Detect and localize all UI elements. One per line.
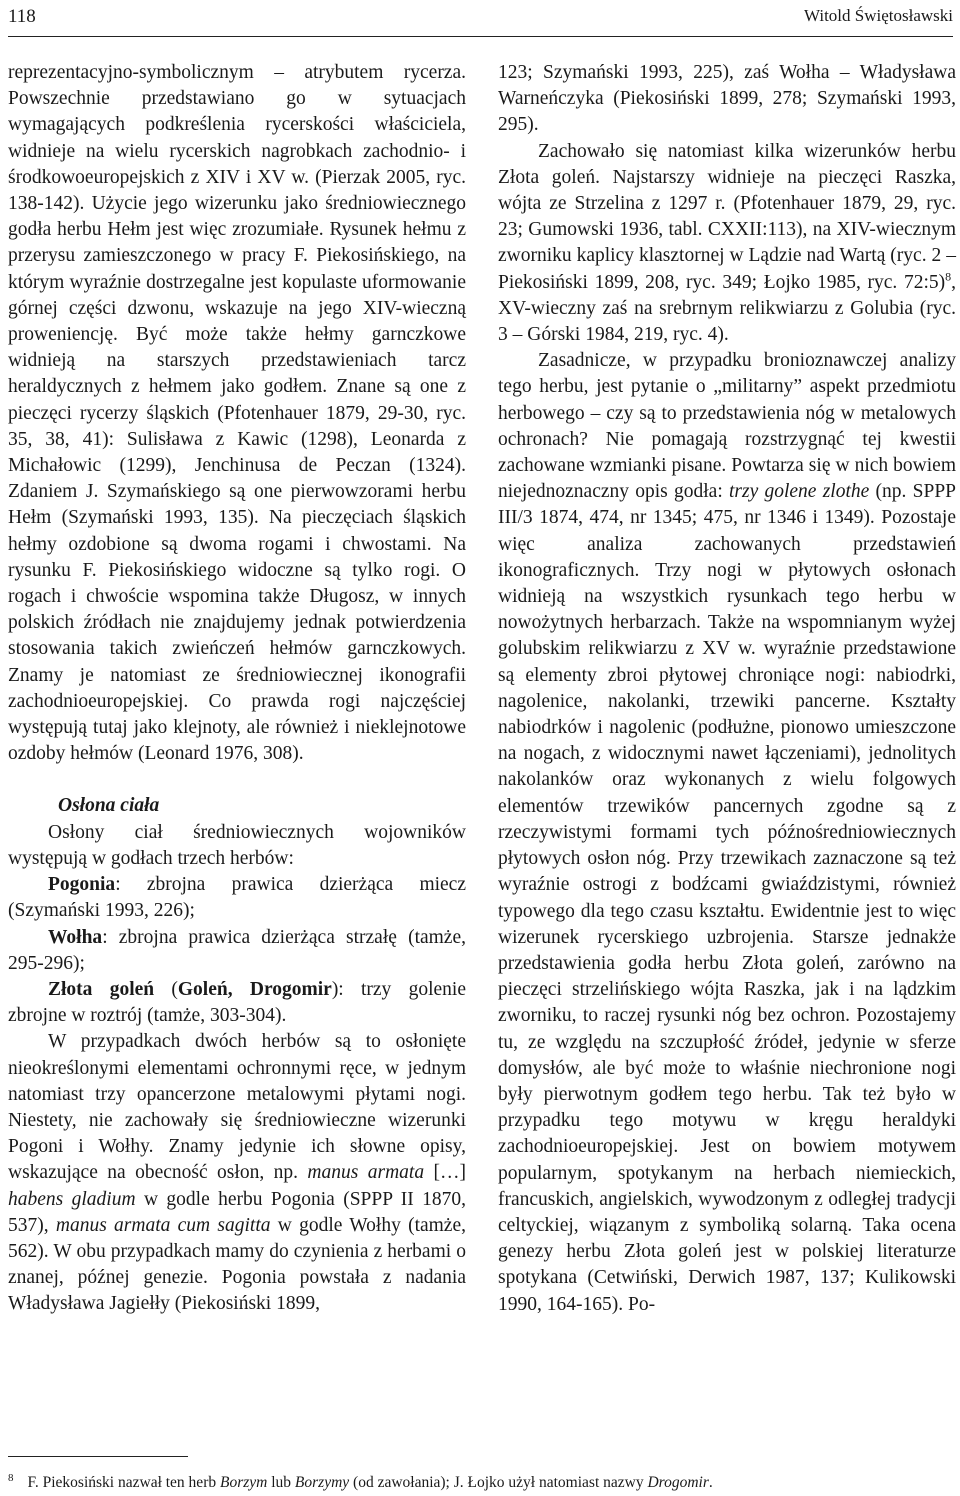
herb-alt-names: Goleń, Drogomir — [177, 978, 332, 1000]
right-paragraph-2 — [498, 139, 956, 349]
footnote-mark: 8 — [8, 1472, 14, 1484]
herb-name: Wołha — [48, 926, 103, 948]
text-span: ( — [154, 978, 178, 1000]
text-span: , XV-wieczny zaś na srebrnym relikwiarzu z Golubia (ryc. 3 – Górski 1984, 219, ryc. 4). — [498, 271, 956, 346]
text-span: w godle herbu Pogonia (SPPP II 1870, 537), — [8, 1188, 467, 1236]
text-span: . — [708, 1474, 713, 1492]
latin-quote: manus armata — [307, 1162, 425, 1184]
page-header — [8, 0, 953, 36]
herb-name: Złota goleń — [48, 978, 155, 1000]
text-span: (od zawołania); J. Łojko użył natomiast nazwy — [349, 1474, 648, 1492]
list-item-zlota-golen — [8, 977, 466, 1029]
herb-description: : zbrojna prawica dzierżąca miecz (Szymański 1993, 226); — [8, 874, 466, 922]
herb-name: Pogonia — [48, 874, 116, 896]
footnote-divider — [8, 1456, 188, 1457]
text-span: F. Piekosiński nazwał ten herb — [27, 1474, 220, 1492]
text-span: (np. SPPP III/3 1874, 474, nr 1345; 475, nr 1346 i 1349). Pozostaje więc analiza zachowanych przedstawień ikonograficznych. Trzy nogi w płytowych osłonach widnieją na wszystkich rysunkach tego herbu w nowożytnych herbarzach. Także na wspomnianym wyżej golubskim relikwiarzu z XV w. wyraźnie przedstawione są elementy zbroi płytowej chroniące nogi: nabiodrki, nagolenice, nakolanki, trzewiki pancerne. Kształty nabiodrków i nagolenic (podłużne, pionowo umieszczone na nogach, z widocznymi nawet łączeniami), jednolitych nakolanków oraz wykonanych z wielu folgowych elementów trzewików pancernych zgodne są z rzeczywistymi formami tych późnośredniowiecznych płytowych osłon nóg. Przy trzewikach zaznaczone są też wyraźnie ostrogi z bodźcami gwiaździstymi, również typowego dla tego czasu kształtu. Ewidentnie jest to więc wizerunek rycerskiego uzbrojenia. Starsze jednakże przedstawienia godła herbu Złota goleń, zarówno na pieczęci strzelińskiego wójta Raszka, jak i na lądzkim zworniku, to raczej rysunki nóg bez ochron. Pozostajemy tu, ze względu na szczupłość źródeł, jedynie w sferze domysłów, ale być może to właśnie niechronione nogi były pierwotnym godłem tego herbu. Tak też było w przypadku tego motywu w kręgu heraldyki zachodnioeuropejskiej. Jest on bowiem motywem popularnym, spotykanym na herbach niemieckich, francuskich, angielskich, wywodzonym z odległej tradycji celtyckiej, wiązanym z symboliką solarną. Taka ocena genezy herbu Złota goleń jest w polskiej literaturze spotykana (Cetwiński, Derwich 1987, 137; Kulikowski 1990, 164-165). Po- — [498, 481, 957, 1315]
section-heading: Osłona ciała — [58, 795, 160, 817]
latin-quote: habens gladium — [8, 1188, 136, 1210]
herb-name-italic: Drogomir — [647, 1474, 709, 1492]
header-divider — [8, 36, 953, 37]
herb-description: ): trzy golenie zbrojne w roztrój (tamże, 303-304). — [8, 978, 466, 1027]
left-paragraph-3 — [8, 1029, 466, 1317]
herb-name-italic: Borzymy — [294, 1474, 350, 1492]
right-paragraph-1: 123; Szymański 1993, 225), zaś Wołha – Władysława Warneńczyka (Piekosiński 1899, 278; Szymański 1993, 295). — [498, 62, 956, 136]
text-span: lub — [267, 1474, 295, 1492]
text-span: Zachowało się natomiast kilka wizerunków herbu Złota goleń. Najstarszy widnieje na pieczęci Raszka, wójta ze Strzelina z 1297 r. (Pfotenhauer 1879, 29, ryc. 23; Gumowski 1936, tabl. CXXII:113), na XIV-wiecznym zworniku kaplicy klasztornej w Lądzie nad Wartą (ryc. 2 – Piekosiński 1899, 208, ryc. 349; Łojko 1985, ryc. 72:5) — [498, 140, 956, 293]
text-span: […] — [424, 1162, 466, 1184]
text-span: w godle Wołhy (tamże, 562). W obu przypadkach mamy do czynienia z herbami o znanej, późnej genezie. Pogonia powstała z nadania Władysława Jagiełły (Piekosiński 1899, — [8, 1214, 466, 1315]
text-span: W przypadkach dwóch herbów są to osłonięte nieokreślonymi elementami ochronnymi ręce, w jednym natomiast trzy opancerzone metalowymi płytami nogi. Niestety, nie zachowały się średniowieczne wizerunki Pogoni i Wołhy. Znamy jedynie ich słowne opisy, wskazujące na obecność osłon, np. — [8, 1031, 466, 1184]
right-column — [498, 60, 956, 1318]
herb-description: : zbrojna prawica dzierżąca strzałę (tamże, 295-296); — [8, 926, 466, 974]
right-paragraph-3 — [498, 348, 956, 1318]
left-paragraph-1: reprezentacyjno-symbolicznym – atrybutem rycerza. Powszechnie przedstawiano go w sytuacjach wymagających podkreślenia rycerskości właściciela, widnieje na wielu rycerskich nagrobkach zachodnio- i środkowoeuropejskich z XIV i XV w. (Pierzak 2005, ryc. 138-142). Użycie jego wizerunku jako średniowiecznego godła herbu Hełm jest więc zrozumiałe. Rysunek hełmu z przerysu zamieszczonego w pracy F. Piekosińskiego, na którym wyraźnie dostrzegalne jest kopulaste uformowanie górnej części dzwonu, wskazuje na jego XIV-wieczną proweniencję. Być może także hełmy garnczkowe widnieją na starszych przedstawieniach tarcz heraldycznych z hełmem jako godłem. Znane są one z pieczęci rycerzy śląskich (Pfotenhauer 1879, 29-30, ryc. 35, 38, 41): Sulisława z Kawic (1298), Leonarda z Michałowic (1299), Jenchinusa de Peczan (1324). Zdaniem J. Szymańskiego są one pierwowzorami herbu Hełm (Szymański 1993, 135). Na pieczęciach śląskich hełmy ozdobione są dwoma rogami i chwostami. Na rysunku F. Piekosińskiego widoczne są tylko rogi. O rogach i chwoście wspomina także Długosz, w innych polskich źródłach nie znajdujemy jednak potwierdzenia stosowania takich zwieńczeń hełmów garnczkowych. Znamy je natomiast ze średniowiecznej ikonografii zachodnioeuropejskiej. Co prawda rogi najczęściej występują tutaj jako klejnoty, ale również i nieklejnotowe ozdoby hełmów (Leonard 1976, 308). — [8, 62, 466, 765]
latin-quote: manus armata cum sagitta — [55, 1214, 271, 1236]
text-span: Zasadnicze, w przypadku bronioznawczej analizy tego herbu, jest pytanie o „militarny” aspekt przedmiotu herbowego – czy są to przedstawienia nóg w metalowych ochronach? Nie pomagają rozstrzygnąć tej kwestii zachowane wzmianki pisane. Powtarza się w nich bowiem niejednoznaczny opis godła: — [498, 350, 956, 503]
page-number: 118 — [8, 6, 36, 27]
quoted-blazon: trzy golene zlothe — [728, 481, 870, 503]
running-head-author: Witold Świętosławski — [803, 6, 953, 25]
footnote-reference: 8 — [945, 269, 952, 284]
left-paragraph-2: Osłony ciał średniowiecznych wojowników występują w godłach trzech herbów: — [8, 821, 466, 869]
footnote — [8, 1468, 953, 1493]
herb-name-italic: Borzym — [219, 1474, 268, 1492]
list-item-pogonia — [8, 872, 466, 924]
list-item-wolha — [8, 925, 466, 977]
left-column — [8, 60, 466, 1318]
